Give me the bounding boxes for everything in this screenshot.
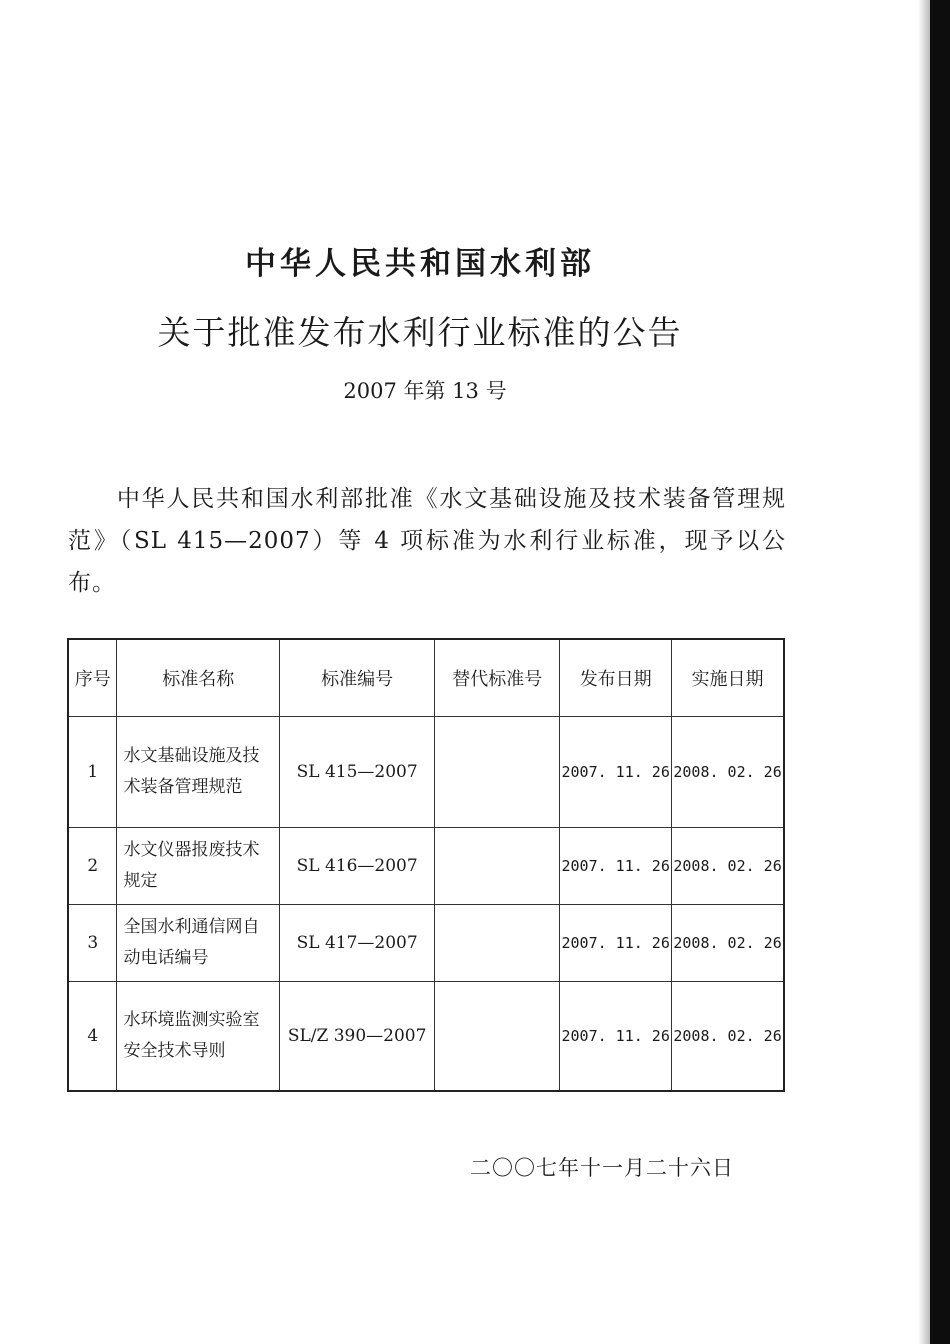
cell-issued: 2007. 11. 26 (560, 982, 672, 1092)
ministry-heading: 中华人民共和国水利部 (245, 246, 595, 282)
cell-issued: 2007. 11. 26 (560, 905, 672, 982)
cell-effective: 2008. 02. 26 (672, 828, 784, 905)
announcement-body (68, 478, 786, 604)
announcement-title: 关于批准发布水利行业标准的公告 (157, 313, 683, 352)
cell-seq: 4 (68, 982, 117, 1092)
cell-effective: 2008. 02. 26 (672, 905, 784, 982)
cell-code: SL/Z 390—2007 (280, 982, 435, 1092)
cell-seq: 3 (68, 905, 117, 982)
col-header-name: 标准名称 (117, 639, 280, 717)
cell-replaces (435, 905, 560, 982)
col-header-replaces: 替代标准号 (435, 639, 560, 717)
col-header-seq: 序号 (68, 639, 117, 717)
announcement-number: 2007 年第 13 号 (343, 379, 507, 403)
cell-effective: 2008. 02. 26 (672, 982, 784, 1092)
col-header-code: 标准编号 (280, 639, 435, 717)
standards-table (67, 638, 785, 1092)
cell-name: 水文仪器报废技术规定 (117, 828, 280, 905)
cell-replaces (435, 982, 560, 1092)
cell-code: SL 416—2007 (280, 828, 435, 905)
scan-edge-shadow (918, 0, 930, 1344)
col-header-effective: 实施日期 (672, 639, 784, 717)
table-row (68, 905, 784, 982)
cell-effective: 2008. 02. 26 (672, 717, 784, 828)
cell-issued: 2007. 11. 26 (560, 717, 672, 828)
table-row (68, 717, 784, 828)
scan-edge-bar (930, 0, 950, 1344)
cell-code: SL 415—2007 (280, 717, 435, 828)
body-paragraph: 中华人民共和国水利部批准《水文基础设施及技术装备管理规范》（SL 415—2007）等 4 项标准为水利行业标准，现予以公布。 (68, 486, 786, 596)
cell-name: 水文基础设施及技术装备管理规范 (117, 717, 280, 828)
table-row (68, 982, 784, 1092)
cell-replaces (435, 828, 560, 905)
cell-name: 水环境监测实验室安全技术导则 (117, 982, 280, 1092)
cell-code: SL 417—2007 (280, 905, 435, 982)
cell-issued: 2007. 11. 26 (560, 828, 672, 905)
signature-date: 二〇〇七年十一月二十六日 (470, 1156, 734, 1180)
cell-name: 全国水利通信网自动电话编号 (117, 905, 280, 982)
cell-replaces (435, 717, 560, 828)
table-header-row (68, 639, 784, 717)
col-header-issued: 发布日期 (560, 639, 672, 717)
table-row (68, 828, 784, 905)
cell-seq: 2 (68, 828, 117, 905)
cell-seq: 1 (68, 717, 117, 828)
